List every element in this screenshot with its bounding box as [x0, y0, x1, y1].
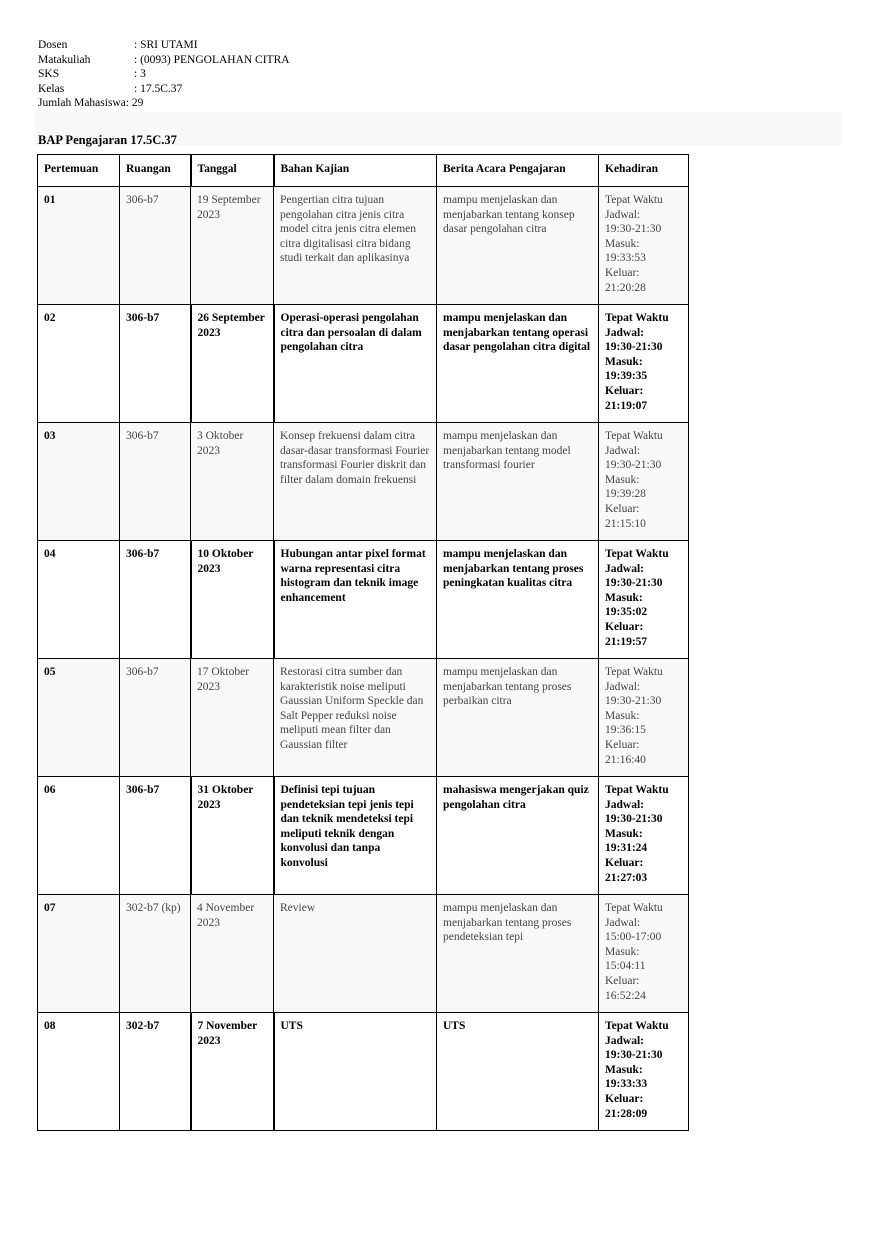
cell-pertemuan: 04 [38, 541, 120, 659]
cell-kehadiran [599, 423, 689, 541]
jadwal-label: Jadwal: [605, 798, 644, 811]
cell-berita-acara: mampu menjelaskan dan menjabarkan tentang operasi dasar pengolahan citra digital [437, 305, 599, 423]
table-row [38, 895, 689, 1013]
header-berita-acara: Berita Acara Pengajaran [437, 155, 599, 187]
masuk-label: Masuk: [605, 1063, 643, 1076]
jadwal-label: Jadwal: [605, 208, 641, 221]
keluar-value: 21:28:09 [605, 1107, 648, 1120]
header-ruangan: Ruangan [120, 155, 191, 187]
cell-ruangan: 306-b7 [120, 777, 191, 895]
masuk-value: 19:33:53 [605, 252, 646, 265]
cell-berita-acara: UTS [437, 1013, 599, 1131]
header-kehadiran: Kehadiran [599, 155, 689, 187]
cell-tanggal: 4 November 2023 [191, 895, 274, 1013]
masuk-label: Masuk: [605, 945, 640, 958]
masuk-label: Masuk: [605, 591, 643, 604]
masuk-label: Masuk: [605, 237, 640, 250]
cell-kehadiran [599, 187, 689, 305]
cell-tanggal: 17 Oktober 2023 [191, 659, 274, 777]
cell-berita-acara: mampu menjelaskan dan menjabarkan tentang proses perbaikan citra [437, 659, 599, 777]
cell-bahan-kajian: Restorasi citra sumber dan karakteristik noise meliputi Gaussian Uniform Speckle dan Salt Pepper reduksi noise meliputi mean filter dan Gaussian filter [274, 659, 437, 777]
jadwal-value: 19:30-21:30 [605, 813, 663, 826]
status-text: Tepat Waktu [605, 312, 669, 324]
keluar-value: 21:16:40 [605, 753, 646, 766]
jadwal-label: Jadwal: [605, 1034, 644, 1047]
cell-berita-acara: mampu menjelaskan dan menjabarkan tentang proses pendeteksian tepi [437, 895, 599, 1013]
keluar-value: 21:19:07 [605, 399, 648, 412]
cell-bahan-kajian: Hubungan antar pixel format warna representasi citra histogram dan teknik image enhancement [274, 541, 437, 659]
keluar-label: Keluar: [605, 856, 644, 869]
cell-pertemuan: 08 [38, 1013, 120, 1131]
jumlah-value: : 29 [125, 97, 144, 109]
keluar-label: Keluar: [605, 620, 644, 633]
cell-berita-acara: mahasiswa mengerjakan quiz pengolahan citra [437, 777, 599, 895]
cell-pertemuan: 01 [38, 187, 120, 305]
masuk-label: Masuk: [605, 473, 640, 486]
keluar-label: Keluar: [605, 384, 644, 397]
cell-tanggal: 31 Oktober 2023 [191, 777, 274, 895]
masuk-label: Masuk: [605, 355, 643, 368]
cell-kehadiran [599, 895, 689, 1013]
status-text: Tepat Waktu [605, 1020, 669, 1032]
keluar-label: Keluar: [605, 738, 640, 751]
masuk-value: 19:36:15 [605, 724, 646, 737]
cell-kehadiran [599, 777, 689, 895]
jadwal-label: Jadwal: [605, 916, 641, 929]
jadwal-value: 19:30-21:30 [605, 577, 663, 590]
cell-ruangan: 306-b7 [120, 659, 191, 777]
status-text: Tepat Waktu [605, 784, 669, 796]
cell-berita-acara: mampu menjelaskan dan menjabarkan tentang model transformasi fourier [437, 423, 599, 541]
cell-tanggal: 26 September 2023 [191, 305, 274, 423]
cell-bahan-kajian: UTS [274, 1013, 437, 1131]
header-bahan-kajian: Bahan Kajian [274, 155, 437, 187]
course-info [38, 38, 290, 111]
masuk-value: 19:39:28 [605, 488, 646, 501]
jadwal-value: 19:30-21:30 [605, 223, 662, 236]
matakuliah-value: : (0093) PENGOLAHAN CITRA [134, 53, 290, 66]
jadwal-label: Jadwal: [605, 562, 644, 575]
cell-bahan-kajian: Definisi tepi tujuan pendeteksian tepi jenis tepi dan teknik mendeteksi tepi meliputi teknik dengan konvolusi dan tanpa konvolusi [274, 777, 437, 895]
info-row-kelas [38, 82, 290, 97]
keluar-label: Keluar: [605, 266, 640, 279]
cell-ruangan: 306-b7 [120, 541, 191, 659]
cell-kehadiran [599, 1013, 689, 1131]
masuk-value: 19:33:33 [605, 1078, 648, 1091]
cell-kehadiran [599, 541, 689, 659]
kelas-value: : 17.5C.37 [134, 82, 183, 95]
cell-ruangan: 306-b7 [120, 305, 191, 423]
table-row [38, 777, 689, 895]
cell-pertemuan: 05 [38, 659, 120, 777]
keluar-value: 21:19:57 [605, 635, 648, 648]
jadwal-value: 19:30-21:30 [605, 459, 662, 472]
jadwal-label: Jadwal: [605, 326, 644, 339]
masuk-value: 19:35:02 [605, 606, 648, 619]
info-row-sks [38, 67, 290, 82]
cell-pertemuan: 07 [38, 895, 120, 1013]
masuk-value: 15:04:11 [605, 960, 646, 973]
dosen-value: : SRI UTAMI [134, 39, 198, 51]
masuk-value: 19:39:35 [605, 370, 648, 383]
cell-bahan-kajian: Review [274, 895, 437, 1013]
status-text: Tepat Waktu [605, 548, 669, 560]
cell-bahan-kajian: Operasi-operasi pengolahan citra dan persoalan di dalam pengolahan citra [274, 305, 437, 423]
cell-pertemuan: 02 [38, 305, 120, 423]
status-text: Tepat Waktu [605, 902, 663, 914]
table-row [38, 423, 689, 541]
kelas-label: Kelas [38, 82, 65, 95]
cell-tanggal: 10 Oktober 2023 [191, 541, 274, 659]
header-pertemuan: Pertemuan [38, 155, 120, 187]
jadwal-value: 15:00-17:00 [605, 931, 662, 944]
keluar-value: 21:20:28 [605, 281, 646, 294]
status-text: Tepat Waktu [605, 666, 663, 678]
masuk-label: Masuk: [605, 827, 643, 840]
table-header-row [38, 155, 689, 187]
status-text: Tepat Waktu [605, 194, 663, 206]
cell-berita-acara: mampu menjelaskan dan menjabarkan tentang konsep dasar pengolahan citra [437, 187, 599, 305]
cell-tanggal: 19 September 2023 [191, 187, 274, 305]
cell-bahan-kajian: Konsep frekuensi dalam citra dasar-dasar transformasi Fourier transformasi Fourier diskrit dan filter dalam domain frekuensi [274, 423, 437, 541]
keluar-label: Keluar: [605, 974, 640, 987]
cell-ruangan: 306-b7 [120, 187, 191, 305]
keluar-label: Keluar: [605, 1092, 644, 1105]
status-text: Tepat Waktu [605, 430, 663, 442]
table-row [38, 187, 689, 305]
cell-tanggal: 3 Oktober 2023 [191, 423, 274, 541]
table-row [38, 659, 689, 777]
dosen-label: Dosen [38, 39, 68, 51]
matakuliah-label: Matakuliah [38, 53, 91, 66]
masuk-value: 19:31:24 [605, 842, 648, 855]
cell-ruangan: 302-b7 [120, 1013, 191, 1131]
sks-label: SKS [38, 68, 60, 80]
keluar-value: 21:15:10 [605, 517, 646, 530]
section-title: BAP Pengajaran 17.5C.37 [38, 133, 177, 147]
cell-pertemuan: 06 [38, 777, 120, 895]
jadwal-value: 19:30-21:30 [605, 1049, 663, 1062]
masuk-label: Masuk: [605, 709, 640, 722]
cell-kehadiran [599, 659, 689, 777]
bap-table [37, 154, 689, 1131]
cell-kehadiran [599, 305, 689, 423]
cell-tanggal: 7 November 2023 [191, 1013, 274, 1131]
table-row [38, 305, 689, 423]
cell-berita-acara: mampu menjelaskan dan menjabarkan tentang proses peningkatan kualitas citra [437, 541, 599, 659]
cell-ruangan: 302-b7 (kp) [120, 895, 191, 1013]
cell-bahan-kajian: Pengertian citra tujuan pengolahan citra jenis citra model citra jenis citra elemen citra digitalisasi citra bidang studi terkait dan aplikasinya [274, 187, 437, 305]
jadwal-label: Jadwal: [605, 444, 641, 457]
table-row [38, 1013, 689, 1131]
info-row-dosen [38, 38, 290, 53]
cell-ruangan: 306-b7 [120, 423, 191, 541]
jumlah-label: Jumlah Mahasiswa [38, 97, 126, 109]
jadwal-value: 19:30-21:30 [605, 341, 663, 354]
header-tanggal: Tanggal [191, 155, 274, 187]
cell-pertemuan: 03 [38, 423, 120, 541]
jadwal-label: Jadwal: [605, 680, 641, 693]
keluar-value: 21:27:03 [605, 871, 648, 884]
keluar-value: 16:52:24 [605, 989, 646, 1002]
table-row [38, 541, 689, 659]
keluar-label: Keluar: [605, 502, 640, 515]
sks-value: : 3 [134, 68, 146, 80]
info-row-matakuliah [38, 53, 290, 68]
info-row-jumlah [38, 96, 290, 111]
jadwal-value: 19:30-21:30 [605, 695, 662, 708]
